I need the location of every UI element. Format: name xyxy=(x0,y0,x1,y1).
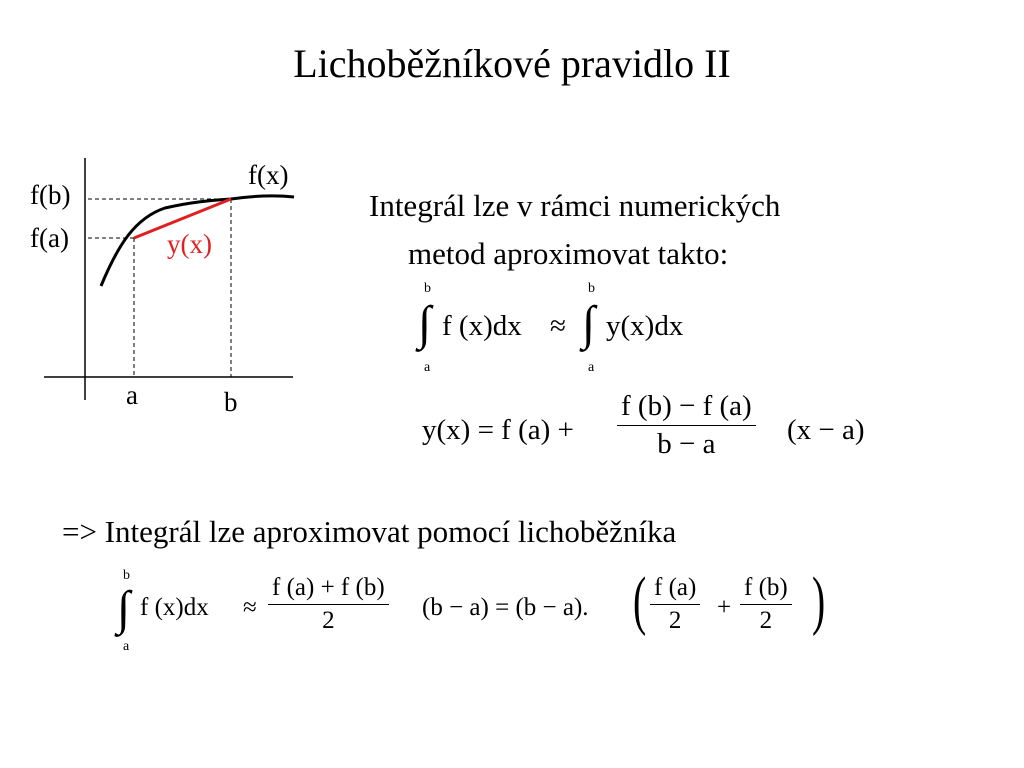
f3-upper: b xyxy=(123,568,130,583)
text-line3: => Integrál lze aproximovat pomocí lichoběžníka xyxy=(62,514,677,549)
f1-lhs: f (x)dx xyxy=(442,310,522,342)
f3-den1: 2 xyxy=(322,607,335,634)
integral-sign: ∫ xyxy=(418,297,432,350)
fraction-bar xyxy=(268,604,389,605)
f3-den3: 2 xyxy=(759,607,773,634)
label-b: b xyxy=(224,387,238,417)
fraction-bar xyxy=(740,604,792,605)
text-line2: metod aproximovat takto: xyxy=(408,236,729,271)
f3-fraction3 xyxy=(740,574,792,635)
left-paren: ( xyxy=(633,564,647,637)
f3-num1: f (a) + f (b) xyxy=(272,574,385,601)
f1-upper-right: b xyxy=(588,281,595,296)
f1-upper-left: b xyxy=(424,281,431,296)
f1-lower-left: a xyxy=(424,360,431,375)
integral-sign: ∫ xyxy=(117,582,131,635)
f1-lower-right: a xyxy=(588,360,595,375)
right-paren: ) xyxy=(812,564,826,637)
f2-den: b − a xyxy=(657,428,716,460)
fraction-bar xyxy=(617,425,756,426)
f3-approx: ≈ xyxy=(243,594,257,621)
f2-rhs: (x − a) xyxy=(787,414,865,446)
f1-rhs: y(x)dx xyxy=(606,310,684,342)
f3-lower: a xyxy=(123,639,130,654)
f2-fraction xyxy=(617,390,756,461)
f3-num2: f (a) xyxy=(654,574,697,601)
f3-num3: f (b) xyxy=(744,574,788,601)
f3-integrand: f (x)dx xyxy=(140,594,209,621)
integral-sign: ∫ xyxy=(582,297,596,350)
f2-num: f (b) − f (a) xyxy=(621,390,752,422)
slide-title: Lichoběžníkové pravidlo II xyxy=(293,41,731,86)
f3-fraction1 xyxy=(268,574,389,635)
label-fb: f(b) xyxy=(30,180,71,210)
f3-fraction2 xyxy=(650,574,700,635)
f3-mid: (b − a) = (b − a). xyxy=(422,594,589,621)
fraction-bar xyxy=(650,604,700,605)
label-fa: f(a) xyxy=(30,223,69,253)
label-fx: f(x) xyxy=(248,160,289,190)
f2-lhs: y(x) = f (a) + xyxy=(422,414,574,446)
text-line1: Integrál lze v rámci numerických xyxy=(369,188,781,223)
f1-approx: ≈ xyxy=(550,310,566,342)
label-a: a xyxy=(126,380,138,410)
f3-plus: + xyxy=(717,594,732,621)
f3-den2: 2 xyxy=(668,607,682,634)
label-yx: y(x) xyxy=(167,229,212,259)
